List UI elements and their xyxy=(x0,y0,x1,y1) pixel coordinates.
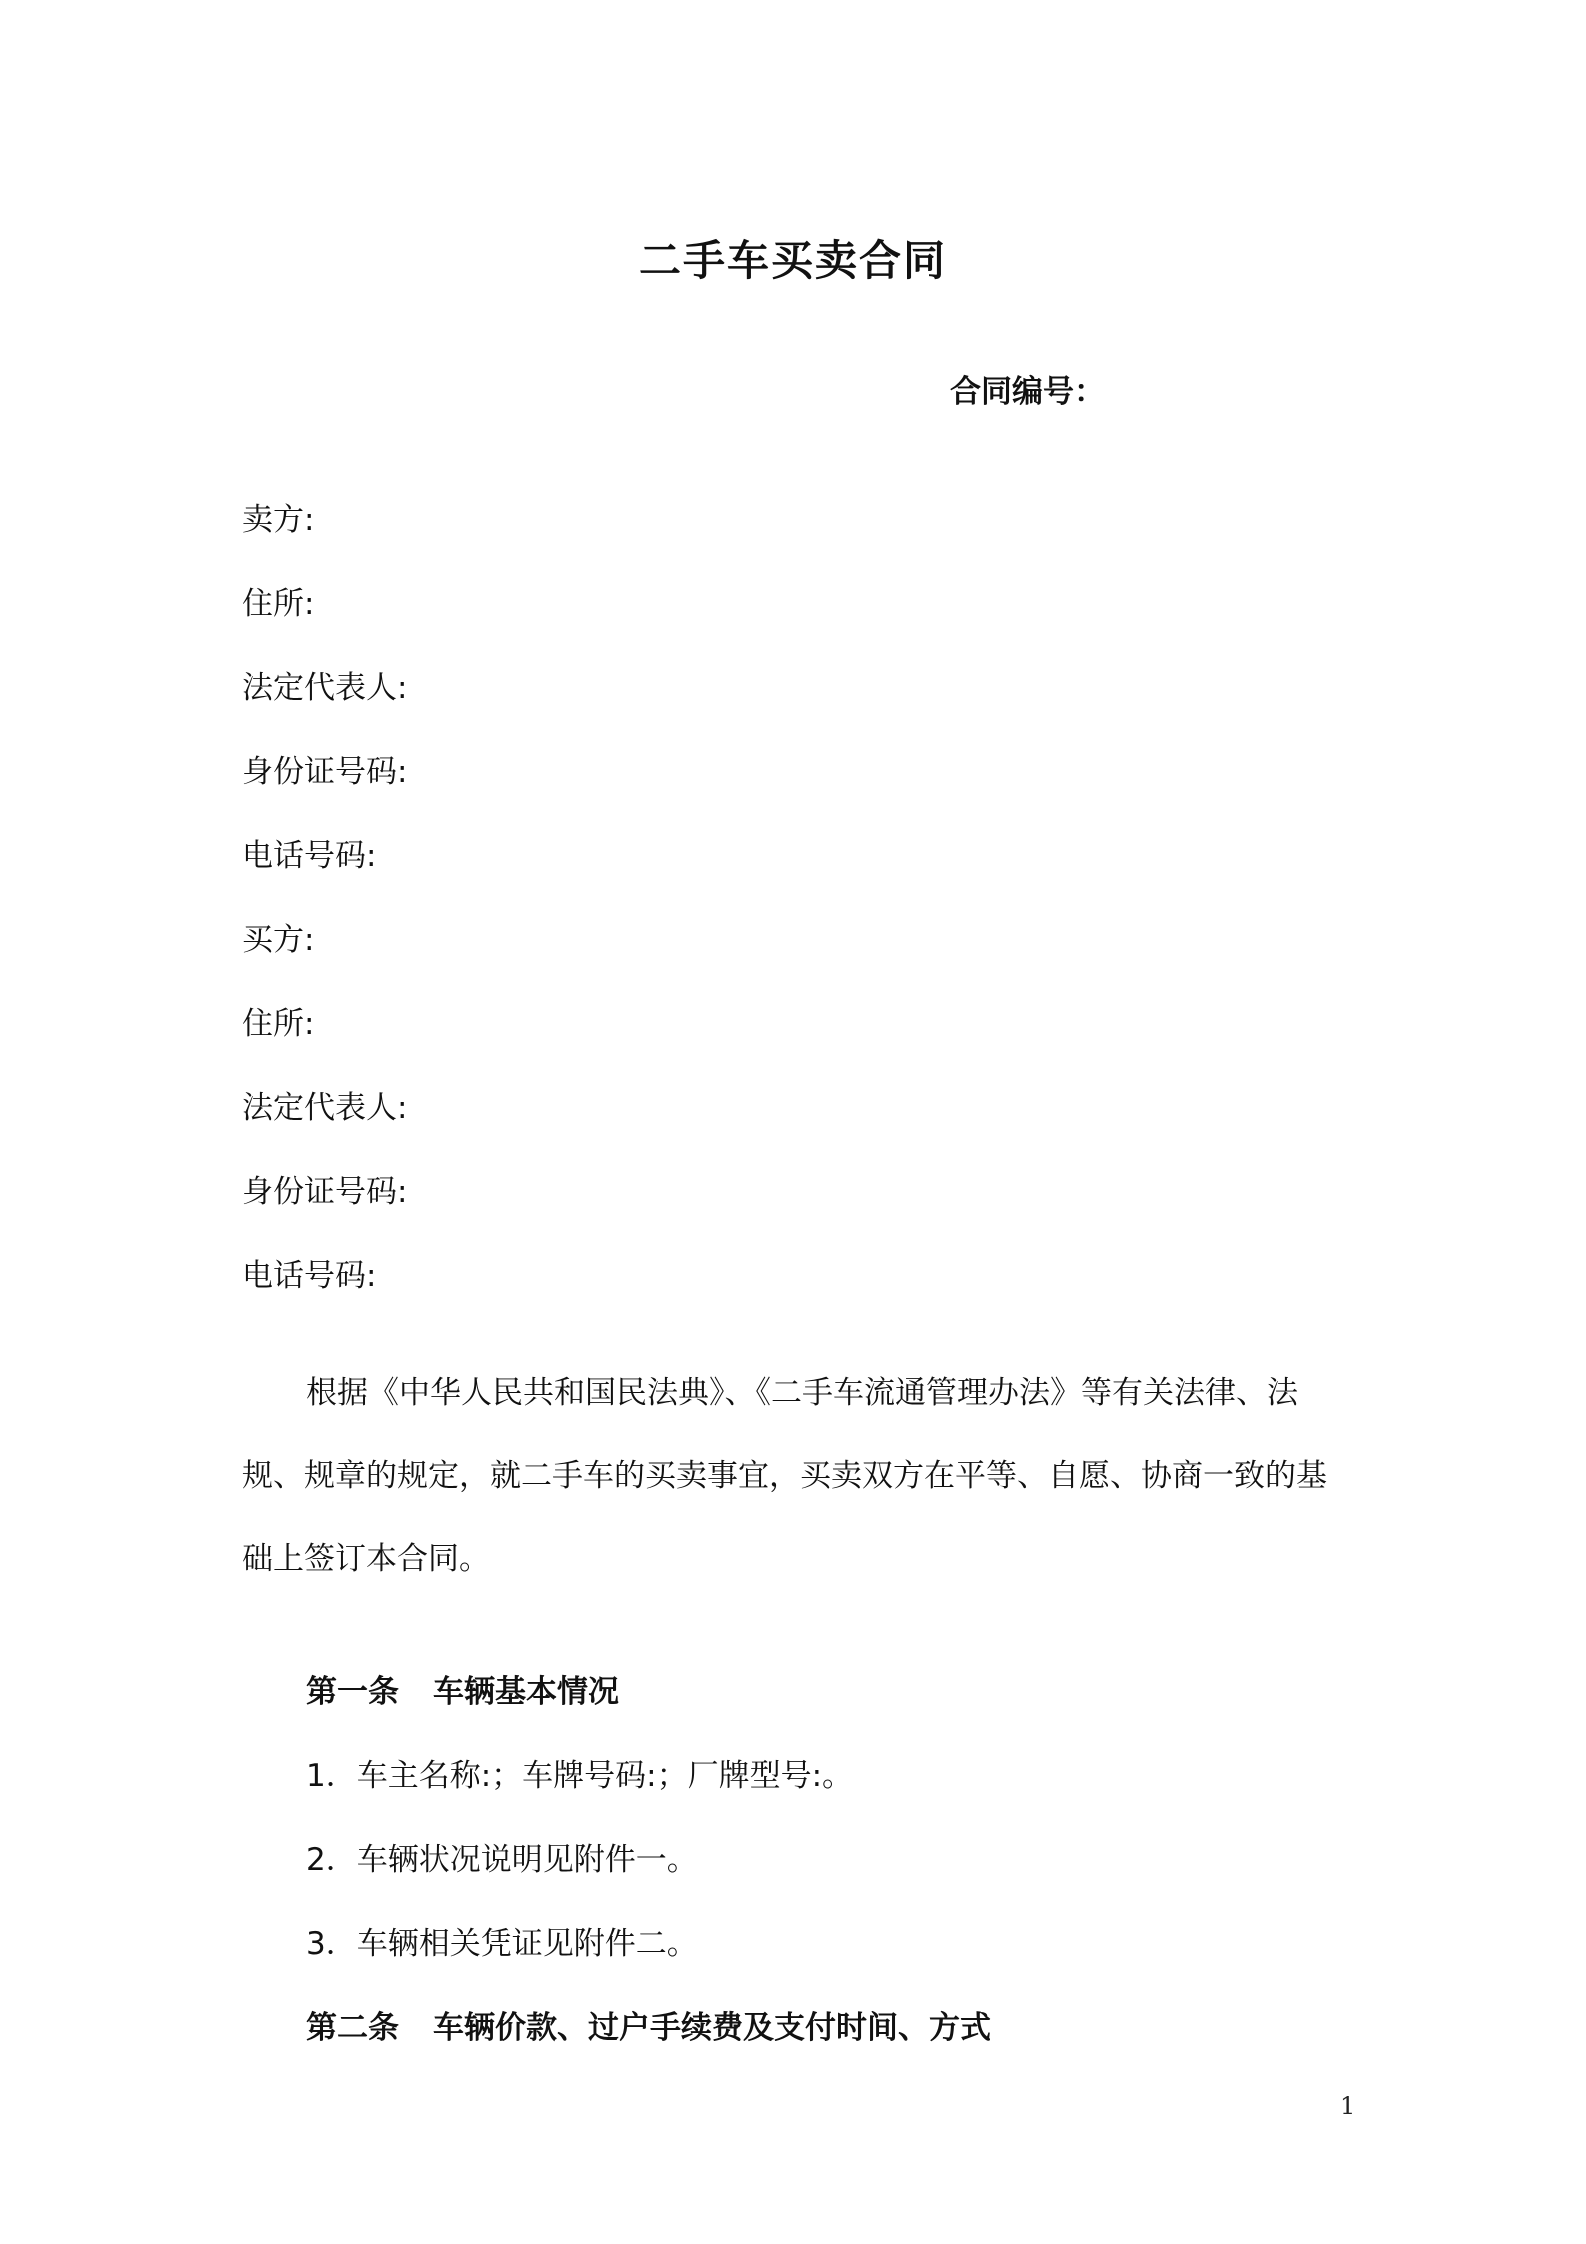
contract-number-label: 合同编号： xyxy=(950,374,1105,410)
seller-name-label: 卖方: xyxy=(242,502,315,538)
preamble-paragraph xyxy=(242,1352,1352,1601)
article-1-heading xyxy=(306,1666,619,1711)
article-1-item-3: 3．车辆相关凭证见附件二。 xyxy=(306,1926,698,1962)
article-2-title: 车辆价款、过户手续费及支付时间、方式 xyxy=(433,2010,991,2046)
seller-id-label: 身份证号码: xyxy=(242,754,408,790)
preamble-line-1: 根据《中华人民共和国民法典》、《二手车流通管理办法》等有关法律、法规、 xyxy=(242,1375,1298,1494)
buyer-address-label: 住所: xyxy=(242,1006,315,1042)
preamble-line-2: 规章的规定，就二手车的买卖事宜，买卖双方在平等、自愿、协商一致的基础上 xyxy=(242,1458,1327,1577)
seller-legal-rep-label: 法定代表人: xyxy=(242,670,408,706)
seller-address-label: 住所: xyxy=(242,586,315,622)
document-title: 二手车买卖合同 xyxy=(638,236,947,285)
preamble-line-3: 签订本合同。 xyxy=(304,1541,490,1577)
buyer-legal-rep-label: 法定代表人: xyxy=(242,1090,408,1126)
article-2-heading xyxy=(306,2002,991,2047)
page-number: 1 xyxy=(1340,2092,1356,2120)
article-1-item-2: 2．车辆状况说明见附件一。 xyxy=(306,1842,698,1878)
article-2-number: 第二条 xyxy=(306,2010,399,2046)
buyer-name-label: 买方: xyxy=(242,922,315,958)
article-1-title: 车辆基本情况 xyxy=(433,1674,619,1710)
seller-phone-label: 电话号码: xyxy=(242,838,377,874)
buyer-phone-label: 电话号码: xyxy=(242,1258,377,1294)
article-1-item-1: 1．车主名称:；车牌号码:；厂牌型号:。 xyxy=(306,1758,854,1794)
buyer-id-label: 身份证号码: xyxy=(242,1174,408,1210)
article-1-number: 第一条 xyxy=(306,1674,399,1710)
